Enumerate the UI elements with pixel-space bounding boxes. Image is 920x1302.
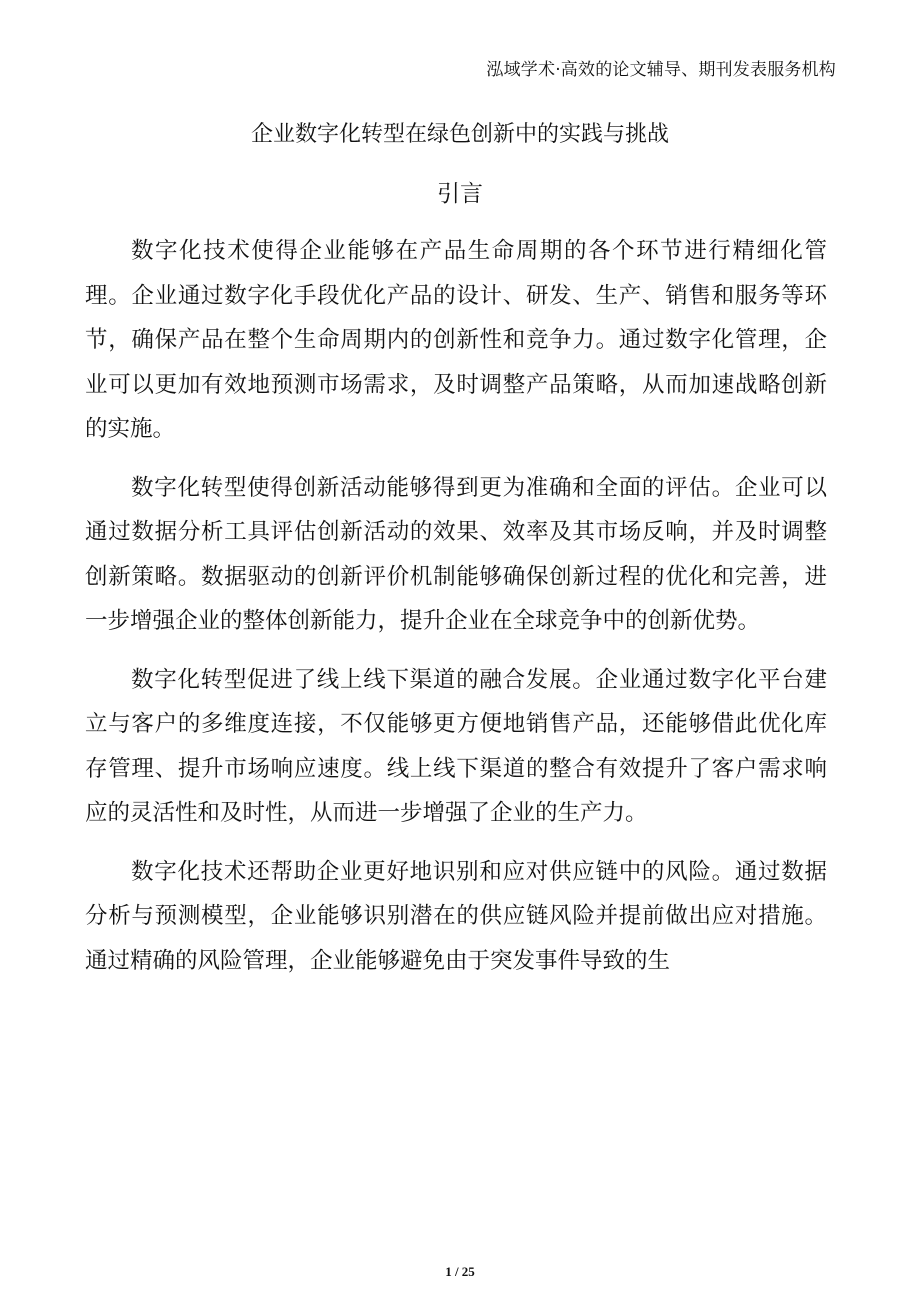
paragraph: 数字化转型使得创新活动能够得到更为准确和全面的评估。企业可以通过数据分析工具评估创新活动的效果、效率及其市场反响，并及时调整创新策略。数据驱动的创新评价机制能够确保创新过程的优化和完善，进一步增强企业的整体创新能力，提升企业在全球竞争中的创新优势。 [85, 474, 827, 634]
page-number: 1 / 25 [445, 1264, 475, 1279]
document-title: 企业数字化转型在绿色创新中的实践与挑战 [250, 122, 669, 147]
document-body [85, 229, 827, 997]
paragraph: 数字化转型促进了线上线下渠道的融合发展。企业通过数字化平台建立与客户的多维度连接，不仅能够更方便地销售产品，还能够借此优化库存管理、提升市场响应速度。线上线下渠道的整合有效提升了客户需求响应的灵活性和及时性，从而进一步增强了企业的生产力。 [85, 666, 827, 826]
page-header: 泓域学术·高效的论文辅导、期刊发表服务机构 [486, 60, 836, 80]
paragraph: 数字化技术还帮助企业更好地识别和应对供应链中的风险。通过数据分析与预测模型，企业能够识别潜在的供应链风险并提前做出应对措施。通过精确的风险管理，企业能够避免由于突发事件导致的生 [85, 858, 827, 974]
section-title: 引言 [437, 181, 483, 207]
paragraph: 数字化技术使得企业能够在产品生命周期的各个环节进行精细化管理。企业通过数字化手段优化产品的设计、研发、生产、销售和服务等环节，确保产品在整个生命周期内的创新性和竞争力。通过数字化管理，企业可以更加有效地预测市场需求，及时调整产品策略，从而加速战略创新的实施。 [85, 238, 827, 442]
